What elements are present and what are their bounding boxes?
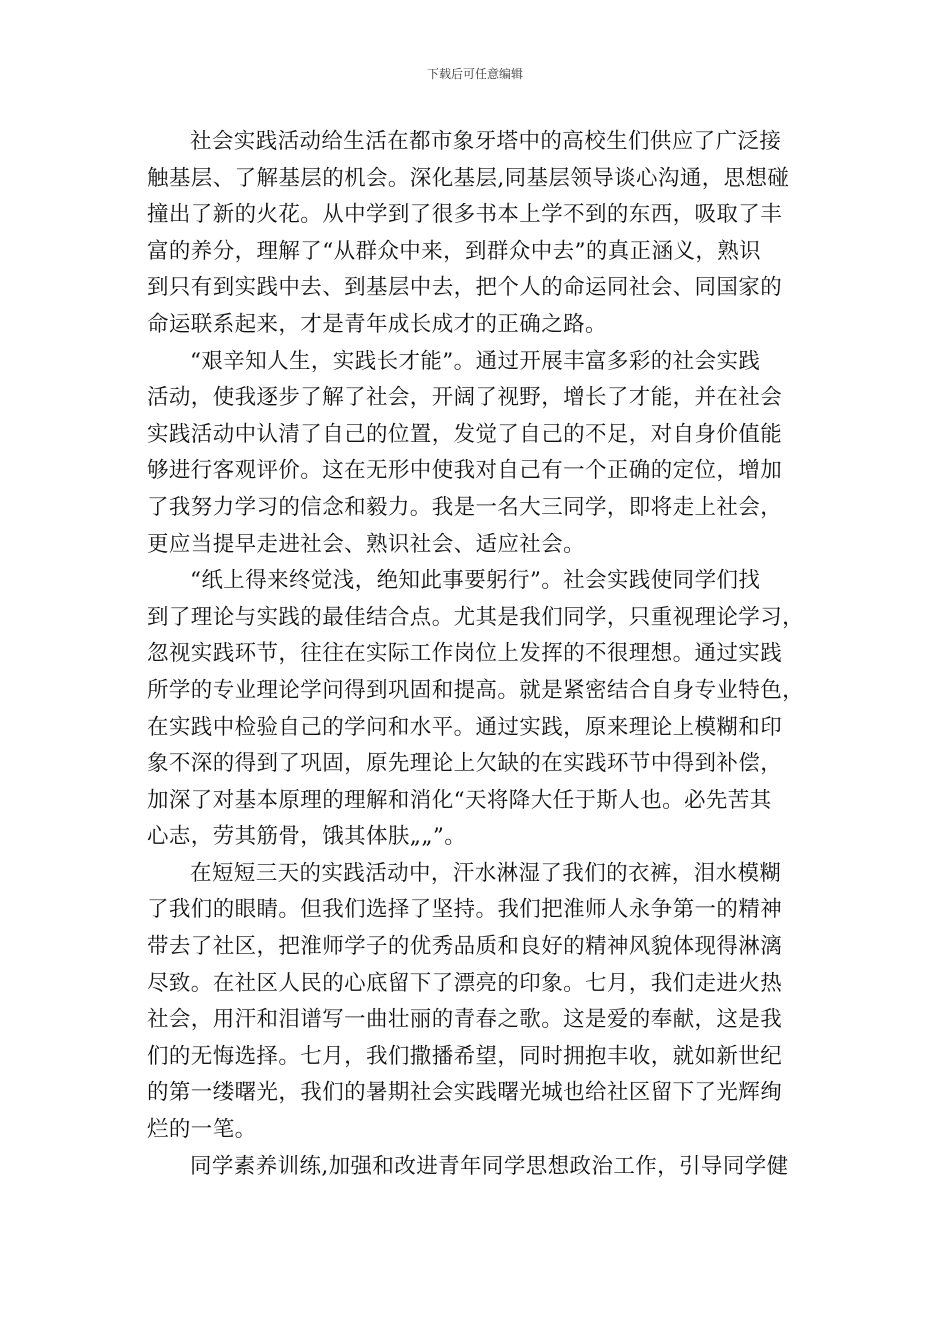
paragraph-line: 社会，用汗和泪谱写一曲壮丽的青春之歌。这是爱的奉献，这是我	[147, 1007, 783, 1033]
paragraph-line: 所学的专业理论学问得到巩固和提高。就是紧密结合自身专业特色，	[147, 677, 805, 703]
paragraph-line: 尽致。在社区人民的心底留下了漂亮的印象。七月，我们走进火热	[147, 970, 783, 996]
paragraph-line: 心志，劳其筋骨，饿其体肤„„”。	[147, 824, 467, 850]
paragraph-line: 触基层、了解基层的机会。深化基层,同基层领导谈心沟通，思想碰	[147, 165, 790, 191]
paragraph-line: “纸上得来终觉浅，绝知此事要躬行”。社会实践使同学们找	[190, 568, 761, 594]
paragraph-line: 够进行客观评价。这在无形中使我对自己有一个正确的定位，增加	[147, 458, 783, 484]
paragraph-line: 们的无悔选择。七月，我们撒播希望，同时拥抱丰收，就如新世纪	[147, 1043, 783, 1069]
paragraph-line: 在实践中检验自己的学问和水平。通过实践，原来理论上模糊和印	[147, 714, 783, 740]
paragraph-line: 更应当提早走进社会、熟识社会、适应社会。	[147, 531, 586, 557]
paragraph	[147, 124, 817, 344]
paragraph-line: 了我们的眼睛。但我们选择了坚持。我们把淮师人永争第一的精神	[147, 897, 783, 923]
paragraph-line: 富的养分，理解了“从群众中来，到群众中去”的真正涵义，熟识	[147, 238, 762, 264]
paragraph-line: 了我努力学习的信念和毅力。我是一名大三同学，即将走上社会，	[147, 494, 783, 520]
paragraph-line: 带去了社区，把淮师学子的优秀品质和良好的精神风貌体现得淋漓	[147, 934, 783, 960]
document-body	[147, 124, 817, 1185]
paragraph-line: 烂的一笔。	[147, 1117, 257, 1143]
paragraph-line: 实践活动中认清了自己的位置，发觉了自己的不足，对自身价值能	[147, 421, 783, 447]
paragraph-line: “艰辛知人生，实践长才能”。通过开展丰富多彩的社会实践	[190, 348, 761, 374]
paragraph-line: 社会实践活动给生活在都市象牙塔中的高校生们供应了广泛接	[190, 129, 782, 154]
page-header-note: 下载后可任意编辑	[426, 67, 523, 81]
paragraph-line: 象不深的得到了巩固，原先理论上欠缺的在实践环节中得到补偿，	[147, 751, 783, 777]
paragraph	[147, 856, 817, 1149]
paragraph-line: 撞出了新的火花。从中学到了很多书本上学不到的东西，吸取了丰	[147, 202, 783, 228]
paragraph-line: 命运联系起来，才是青年成长成才的正确之路。	[147, 311, 607, 337]
paragraph-line: 的第一缕曙光，我们的暑期社会实践曙光城也给社区留下了光辉绚	[147, 1080, 783, 1106]
paragraph	[147, 1149, 817, 1186]
paragraph-line: 到了理论与实践的最佳结合点。尤其是我们同学，只重视理论学习，	[147, 604, 805, 630]
paragraph-line: 忽视实践环节，往往在实际工作岗位上发挥的不很理想。通过实践	[147, 641, 783, 667]
paragraph-line: 在短短三天的实践活动中，汗水淋湿了我们的衣裤，泪水模糊	[190, 860, 782, 886]
paragraph	[147, 344, 817, 564]
paragraph	[147, 563, 817, 856]
paragraph-line: 到只有到实践中去、到基层中去，把个人的命运同社会、同国家的	[147, 275, 783, 301]
paragraph-line: 加深了对基本原理的理解和消化“天将降大任于斯人也。必先苦其	[147, 787, 772, 813]
paragraph-line: 活动，使我逐步了解了社会，开阔了视野，增长了才能，并在社会	[147, 385, 783, 411]
paragraph-line: 同学素养训练,加强和改进青年同学思想政治工作，引导同学健	[190, 1153, 789, 1179]
